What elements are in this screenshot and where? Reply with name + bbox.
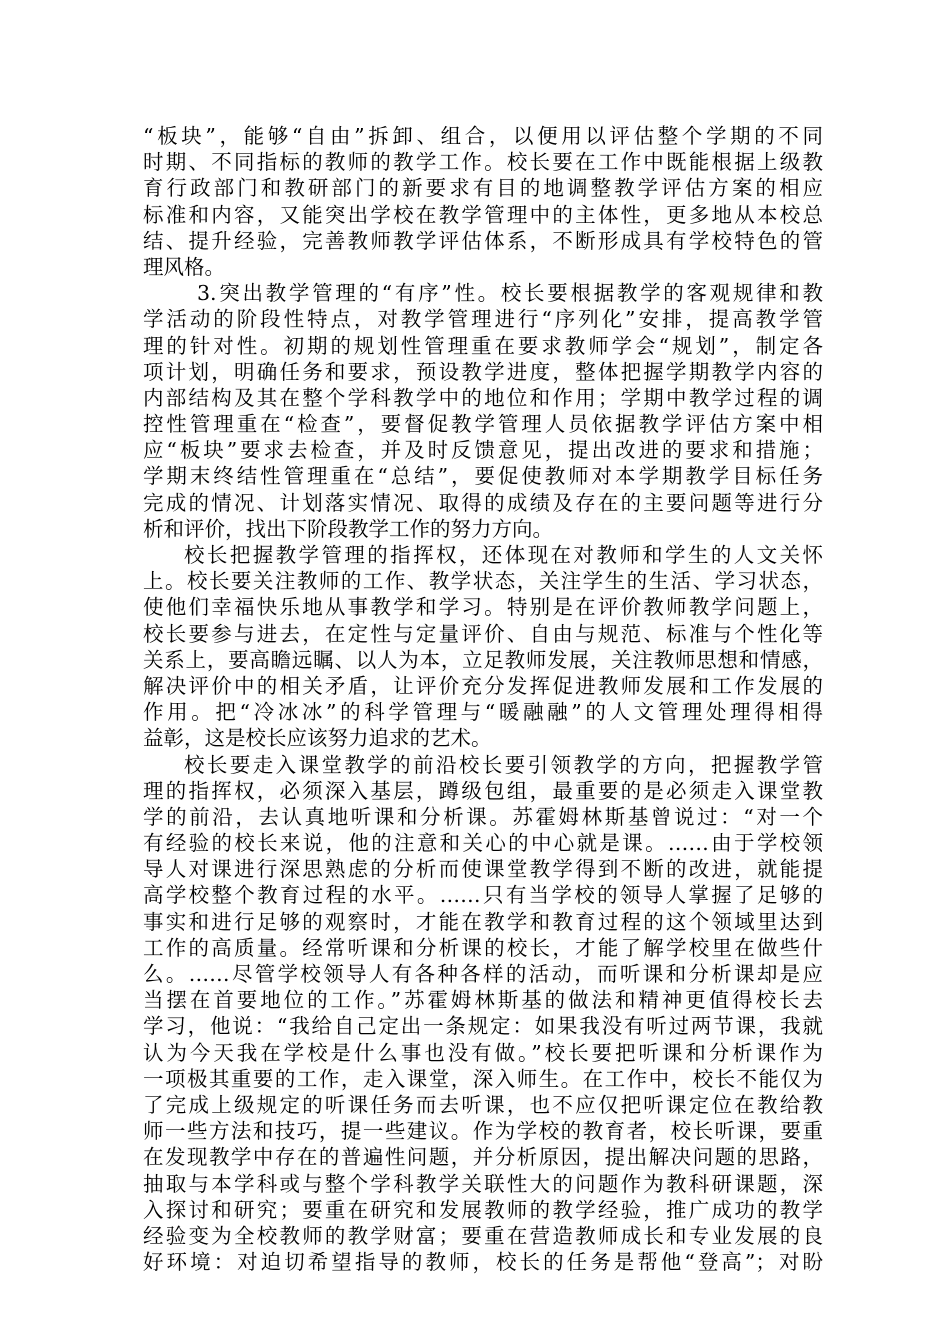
- text-line: 控性管理重在“检查”，要督促教学管理人员依据教学评估方案中相: [143, 412, 823, 437]
- text-line: 学活动的阶段性特点，对教学管理进行“序列化”安排，提高教学管: [143, 307, 823, 332]
- text-line: 当摆在首要地位的工作。”苏霍姆林斯基的做法和精神更值得校长去: [143, 988, 823, 1013]
- text-line: 理的指挥权，必须深入基层，蹲级包组，最重要的是必须走入课堂教: [143, 778, 823, 803]
- text-line: “板块”，能够“自由”拆卸、组合，以便用以评估整个学期的不同: [143, 124, 823, 148]
- text-line: 使他们幸福快乐地从事教学和学习。特别是在评价教师教学问题上，: [143, 595, 823, 620]
- text-line: 项计划，明确任务和要求，预设教学进度，整体把握学期教学内容的: [143, 359, 823, 384]
- text-line: 解决评价中的相关矛盾，让评价充分发挥促进教师发展和工作发展的: [143, 673, 823, 698]
- text-line: 育行政部门和教研部门的新要求有目的地调整教学评估方案的相应: [143, 176, 823, 201]
- text-line: 工作的高质量。经常听课和分析课的校长，才能了解学校里在做些什: [143, 935, 823, 960]
- text-line: 结、提升经验，完善教师教学评估体系，不断形成具有学校特色的管: [143, 228, 823, 253]
- text-line: 作用。把“冷冰冰”的科学管理与“暖融融”的人文管理处理得相得: [143, 700, 823, 725]
- numbered-paragraph-start: 3.突出教学管理的“有序”性。校长要根据教学的客观规律和教: [197, 281, 823, 306]
- text-line: 有经验的校长来说，他的注意和关心的中心就是课。……由于学校领: [143, 831, 823, 856]
- text-line: 认为今天我在学校是什么事也没有做。”校长要把听课和分析课作为: [143, 1040, 823, 1065]
- text-line: 一项极其重要的工作，走入课堂，深入师生。在工作中，校长不能仅为: [143, 1066, 823, 1091]
- text-line: 在发现教学中存在的普遍性问题，并分析原因，提出解决问题的思路，: [143, 1145, 823, 1170]
- text-line: 抽取与本学科或与整个学科教学关联性大的问题作为教科研课题，深: [143, 1171, 823, 1196]
- text-line: 么。……尽管学校领导人有各种各样的活动，而听课和分析课却是应: [143, 962, 823, 986]
- text-line: 校长要参与进去，在定性与定量评价、自由与规范、标准与个性化等: [143, 621, 823, 646]
- text-line: 了完成上级规定的听课任务而去听课，也不应仅把听课定位在教给教: [143, 1092, 823, 1117]
- text-line: 应“板块”要求去检查，并及时反馈意见，提出改进的要求和措施；: [143, 438, 823, 463]
- paragraph-end-line: 益彰，这是校长应该努力追求的艺术。: [143, 726, 492, 751]
- document-page: [143, 123, 823, 1275]
- text-line: 入探讨和研究；要重在研究和发展教师的教学经验，推广成功的教学: [143, 1197, 823, 1222]
- text-line: 理的针对性。初期的规划性管理重在要求教师学会“规划”，制定各: [143, 333, 823, 358]
- paragraph-end-line: 析和评价，找出下阶段教学工作的努力方向。: [143, 516, 553, 541]
- text-line: 完成的情况、计划落实情况、取得的成绩及存在的主要问题等进行分: [143, 490, 823, 515]
- text-line: 事实和进行足够的观察时，才能在教学和教育过程的这个领域里达到: [143, 909, 823, 934]
- text-line: 时期、不同指标的教师的教学工作。校长要在工作中既能根据上级教: [143, 150, 823, 175]
- text-line: 上。校长要关注教师的工作、教学状态，关注学生的生活、学习状态，: [143, 569, 823, 594]
- text-line: 经验变为全校教师的教学财富；要重在营造教师成长和专业发展的良: [143, 1223, 823, 1248]
- text-line: 内部结构及其在整个学科教学中的地位和作用；学期中教学过程的调: [143, 385, 823, 410]
- paragraph-start-line: 校长把握教学管理的指挥权，还体现在对教师和学生的人文关怀: [184, 543, 823, 567]
- text-line: 学习，他说：“我给自己定出一条规定：如果我没有听过两节课，我就: [143, 1014, 823, 1039]
- paragraph-start-line: 校长要走入课堂教学的前沿校长要引领教学的方向，把握教学管: [184, 752, 823, 777]
- paragraph-end-line: 理风格。: [143, 254, 225, 279]
- text-line: 关系上，要高瞻远瞩、以人为本，立足教师发展，关注教师思想和情感，: [143, 647, 823, 672]
- text-line: 学的前沿，去认真地听课和分析课。苏霍姆林斯基曾说过：“对一个: [143, 804, 823, 829]
- text-line: 学期末终结性管理重在“总结”，要促使教师对本学期教学目标任务: [143, 464, 823, 489]
- text-line: 导人对课进行深思熟虑的分析而使课堂教学得到不断的改进，就能提: [143, 857, 823, 882]
- text-line: 标准和内容，又能突出学校在教学管理中的主体性，更多地从本校总: [143, 202, 823, 227]
- text-line: 高学校整个教育过程的水平。……只有当学校的领导人掌握了足够的: [143, 883, 823, 908]
- text-line: 师一些方法和技巧，提一些建议。作为学校的教育者，校长听课，要重: [143, 1119, 823, 1144]
- text-line: 好环境：对迫切希望指导的教师，校长的任务是帮他“登高”；对盼: [143, 1250, 823, 1275]
